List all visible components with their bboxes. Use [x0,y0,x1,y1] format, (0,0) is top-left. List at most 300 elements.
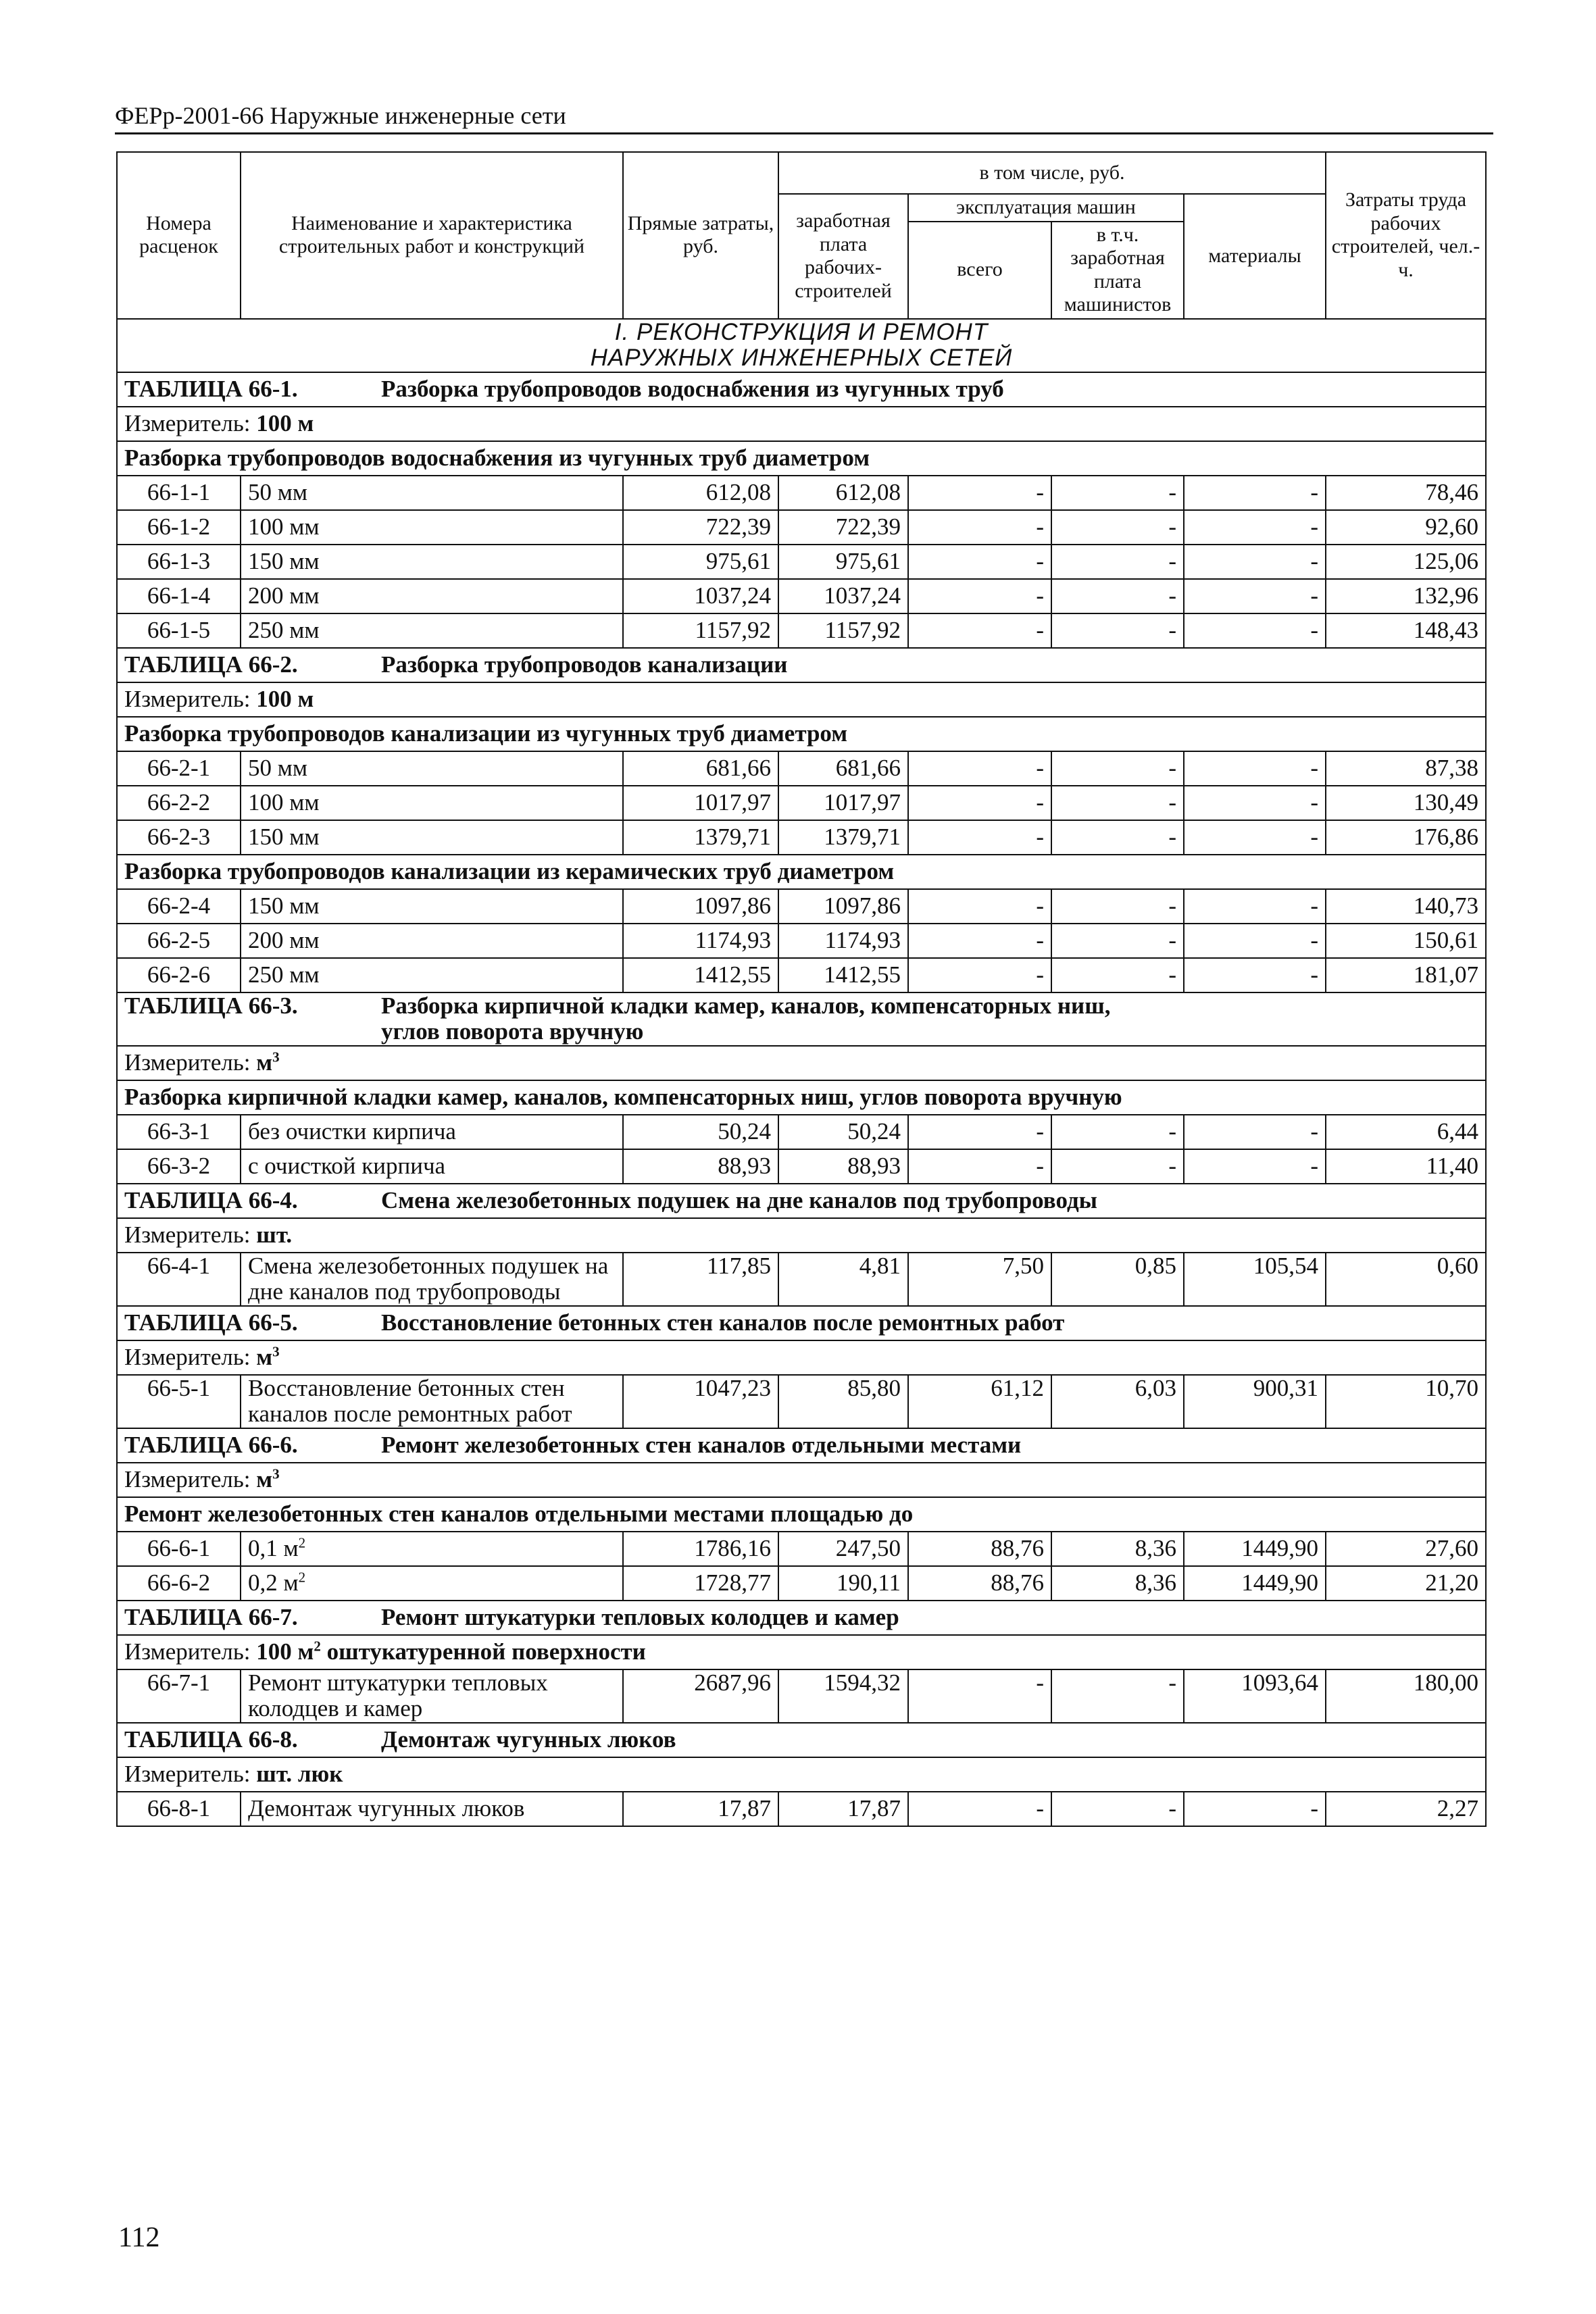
cell-machinist-wages [1051,1253,1184,1306]
work-name-value: 50 мм [248,478,308,505]
cell-wages [778,751,908,786]
table-title [117,648,1486,682]
meter-value: м [256,1465,273,1492]
direct-cost-value: 975,61 [705,547,771,574]
wages-value: 247,50 [835,1534,901,1561]
machines-total-value: - [1036,547,1044,574]
labor-value: 148,43 [1413,616,1479,643]
direct-cost-value: 612,08 [705,478,771,505]
table-meter [117,1757,1486,1792]
table-label: ТАБЛИЦА 66-7. [124,1603,298,1630]
table-meter [117,682,1486,717]
table-row [117,1566,1486,1601]
labor-value: 11,40 [1426,1152,1479,1179]
table-title [117,992,1486,1046]
labor-value: 92,60 [1425,513,1479,540]
machinist-wages-value: - [1168,754,1176,781]
col-header-direct: Прямые затраты, руб. [623,152,778,319]
cell-labor [1326,786,1486,820]
group-subtitle: Ремонт железобетонных стен каналов отдельными местами площадью до [117,1497,1486,1532]
cell-labor [1326,958,1486,992]
machinist-wages-value: - [1168,1669,1176,1696]
cell-machines-total [908,1149,1051,1184]
cell-direct-cost [623,820,778,855]
cell-machinist-wages [1051,1566,1184,1601]
direct-cost-value: 1017,97 [694,788,771,815]
table-row [117,510,1486,545]
meter-label: Измеритель: [124,1049,251,1076]
cell-wages [778,1375,908,1428]
wages-value: 1412,55 [824,961,901,988]
table-meter [117,407,1486,441]
rate-code-value: 66-6-1 [147,1534,211,1561]
table-meter [117,1340,1486,1375]
machinist-wages-value: 6,03 [1134,1374,1176,1401]
rate-code-value: 66-4-1 [147,1252,211,1279]
table-title-row [117,648,1486,682]
table-title-text: Разборка кирпичной кладки камер, каналов, компенсаторных ниш, [381,992,1111,1019]
table-row [117,613,1486,648]
wages-value: 50,24 [847,1117,901,1145]
machinist-wages-value: - [1168,892,1176,919]
direct-cost-value: 722,39 [705,513,771,540]
cell-machinist-wages [1051,510,1184,545]
cell-materials [1184,1669,1326,1723]
col-header-code: Номера расценок [117,152,241,319]
meter-label: Измеритель: [124,685,251,712]
table-meter-row [117,1340,1486,1375]
table-meter-row [117,1635,1486,1669]
cell-wages [778,613,908,648]
cell-wages [778,958,908,992]
cell-direct-cost [623,958,778,992]
cell-materials [1184,924,1326,958]
rate-code-value: 66-5-1 [147,1374,211,1401]
table-title-text: Смена железобетонных подушек на дне каналов под трубопроводы [381,1186,1097,1213]
meter-unit [256,410,314,436]
cell-machines-total [908,1669,1051,1723]
machines-total-value: - [1036,1152,1044,1179]
table-meter-row [117,682,1486,717]
machines-total-value: - [1036,582,1044,609]
col-header-machinist-wages: в т.ч. заработная плата машинистов [1051,222,1184,319]
meter-value: м [256,1049,273,1076]
cell-wages [778,1532,908,1566]
meter-unit [256,1761,343,1787]
cell-direct-cost [623,1792,778,1826]
labor-value: 2,27 [1437,1794,1479,1821]
cell-machines-total [908,579,1051,613]
cell-rate-code [117,751,241,786]
cell-labor [1326,510,1486,545]
cell-work-name [241,545,623,579]
rate-code-value: 66-2-2 [147,788,211,815]
machinist-wages-value: - [1168,478,1176,505]
labor-value: 130,49 [1413,788,1479,815]
work-name-value: 200 мм [248,582,320,609]
cell-work-name [241,751,623,786]
cell-machines-total [908,1253,1051,1306]
machines-total-value: 61,12 [991,1374,1044,1401]
table-meter-row [117,407,1486,441]
work-name-value: без очистки кирпича [248,1117,456,1145]
cell-rate-code [117,545,241,579]
cell-machinist-wages [1051,476,1184,510]
cell-labor [1326,751,1486,786]
cell-direct-cost [623,1115,778,1149]
cell-rate-code [117,510,241,545]
materials-value: 1449,90 [1241,1534,1319,1561]
work-name-value: 250 мм [248,961,320,988]
meter-value: 100 м [256,409,314,436]
rate-code-value: 66-1-4 [147,582,211,609]
table-meter [117,1635,1486,1669]
cell-labor [1326,924,1486,958]
machines-total-value: - [1036,892,1044,919]
table-title-row [117,1428,1486,1463]
cell-direct-cost [623,1149,778,1184]
cell-labor [1326,1532,1486,1566]
machines-total-value: - [1036,478,1044,505]
wages-value: 1157,92 [824,616,901,643]
machines-total-value: 88,76 [991,1534,1044,1561]
materials-value: - [1310,823,1319,850]
col-header-machines: эксплуатация машин [908,194,1184,222]
cell-machinist-wages [1051,889,1184,924]
cell-direct-cost [623,1532,778,1566]
table-title [117,1428,1486,1463]
table-row [117,1669,1486,1723]
work-name-value: 100 мм [248,788,320,815]
meter-unit [256,1638,646,1665]
labor-value: 87,38 [1425,754,1479,781]
rate-code-value: 66-1-5 [147,616,211,643]
section-title-line-1: I. РЕКОНСТРУКЦИЯ И РЕМОНТ [614,318,989,345]
table-title-row [117,992,1486,1046]
table-title [117,1184,1486,1218]
cell-work-name [241,958,623,992]
table-row [117,1375,1486,1428]
cell-machinist-wages [1051,751,1184,786]
work-name-value: 100 мм [248,513,320,540]
materials-value: - [1310,754,1319,781]
cell-work-name [241,1792,623,1826]
cell-rate-code [117,1792,241,1826]
materials-value: - [1310,788,1319,815]
cell-materials [1184,1115,1326,1149]
cell-wages [778,510,908,545]
table-title [117,1723,1486,1757]
wages-value: 612,08 [835,478,901,505]
machinist-wages-value: - [1168,788,1176,815]
machines-total-value: 88,76 [991,1569,1044,1596]
cell-wages [778,1669,908,1723]
col-header-machines-total: всего [908,222,1051,319]
direct-cost-value: 681,66 [705,754,771,781]
machines-total-value: - [1036,788,1044,815]
rate-code-value: 66-3-1 [147,1117,211,1145]
table-label: ТАБЛИЦА 66-5. [124,1309,298,1336]
work-name-value: 50 мм [248,754,308,781]
group-subtitle-row [117,1080,1486,1115]
table-title-text: Ремонт железобетонных стен каналов отдельными местами [381,1431,1022,1458]
cell-direct-cost [623,476,778,510]
work-name-value: Демонтаж чугунных люков [248,1794,525,1821]
meter-rest: оштукатуренной поверхности [320,1638,646,1665]
materials-value: - [1310,616,1319,643]
cell-labor [1326,1669,1486,1723]
cell-labor [1326,1149,1486,1184]
cell-rate-code [117,924,241,958]
cell-materials [1184,1566,1326,1601]
table-title-text: углов поворота вручную [381,1018,644,1045]
direct-cost-value: 2687,96 [694,1669,771,1696]
meter-unit [256,1344,279,1370]
table-row [117,924,1486,958]
rate-code-value: 66-2-3 [147,823,211,850]
machines-total-value: - [1036,513,1044,540]
cell-machines-total [908,1792,1051,1826]
wages-value: 85,80 [847,1374,901,1401]
rate-code-value: 66-3-2 [147,1152,211,1179]
table-title [117,1601,1486,1635]
cell-rate-code [117,1532,241,1566]
cell-machinist-wages [1051,1532,1184,1566]
cell-work-name [241,1375,623,1428]
materials-value: 105,54 [1253,1252,1319,1279]
cell-wages [778,1115,908,1149]
work-name-value: 150 мм [248,892,320,919]
cell-wages [778,545,908,579]
rate-code-value: 66-6-2 [147,1569,211,1596]
cell-machinist-wages [1051,924,1184,958]
wages-value: 1379,71 [824,823,901,850]
cell-wages [778,476,908,510]
cell-machines-total [908,545,1051,579]
work-name-value: 150 мм [248,547,320,574]
cell-rate-code [117,1115,241,1149]
materials-value: - [1310,1152,1319,1179]
labor-value: 78,46 [1425,478,1479,505]
meter-label: Измеритель: [124,1465,251,1492]
name-exponent: 2 [298,1534,306,1551]
machinist-wages-value: - [1168,961,1176,988]
meter-unit [256,686,314,712]
wages-value: 1594,32 [824,1669,901,1696]
cell-rate-code [117,613,241,648]
cell-rate-code [117,1566,241,1601]
cell-direct-cost [623,889,778,924]
meter-label: Измеритель: [124,1638,251,1665]
materials-value: 1093,64 [1241,1669,1319,1696]
labor-value: 132,96 [1413,582,1479,609]
machinist-wages-value: - [1168,582,1176,609]
work-name-value: Восстановление бетонных стен каналов после ремонтных работ [248,1374,572,1427]
machinist-wages-value: - [1168,1117,1176,1145]
col-header-incl: в том числе, руб. [778,152,1326,194]
labor-value: 140,73 [1413,892,1479,919]
cell-direct-cost [623,1669,778,1723]
cell-work-name [241,820,623,855]
work-name-value: 0,2 м [248,1569,299,1596]
cell-machinist-wages [1051,1375,1184,1428]
cell-machines-total [908,924,1051,958]
table-meter-row [117,1046,1486,1080]
cell-rate-code [117,1253,241,1306]
direct-cost-value: 1097,86 [694,892,771,919]
cell-machinist-wages [1051,545,1184,579]
labor-value: 10,70 [1425,1374,1479,1401]
rates-table [116,151,1487,1827]
cell-machines-total [908,476,1051,510]
cell-work-name [241,510,623,545]
table-row [117,958,1486,992]
meter-label: Измеритель: [124,1221,251,1248]
cell-wages [778,786,908,820]
table-label: ТАБЛИЦА 66-2. [124,651,298,678]
wages-value: 1017,97 [824,788,901,815]
cell-direct-cost [623,924,778,958]
meter-unit [256,1466,279,1492]
machinist-wages-value: - [1168,926,1176,953]
table-row [117,1792,1486,1826]
rate-code-value: 66-2-6 [147,961,211,988]
cell-materials [1184,545,1326,579]
labor-value: 21,20 [1425,1569,1479,1596]
cell-work-name [241,1149,623,1184]
group-subtitle: Разборка трубопроводов водоснабжения из чугунных труб диаметром [117,441,1486,476]
work-name-value: 0,1 м [248,1534,299,1561]
cell-rate-code [117,786,241,820]
table-row [117,1149,1486,1184]
work-name-value: Ремонт штукатурки тепловых колодцев и камер [248,1669,548,1721]
wages-value: 681,66 [835,754,901,781]
section-title-line-2: НАРУЖНЫХ ИНЖЕНЕРНЫХ СЕТЕЙ [590,345,1013,371]
group-subtitle: Разборка трубопроводов канализации из керамических труб диаметром [117,855,1486,889]
cell-direct-cost [623,1375,778,1428]
table-label: ТАБЛИЦА 66-6. [124,1431,298,1458]
cell-work-name [241,924,623,958]
cell-machines-total [908,889,1051,924]
col-header-wages: заработная плата рабочих-строителей [778,194,908,319]
machinist-wages-value: - [1168,513,1176,540]
materials-value: 1449,90 [1241,1569,1319,1596]
cell-materials [1184,889,1326,924]
direct-cost-value: 1412,55 [694,961,771,988]
cell-machines-total [908,958,1051,992]
meter-value: 100 м [256,685,314,712]
wages-value: 1174,93 [824,926,901,953]
cell-direct-cost [623,1253,778,1306]
direct-cost-value: 1047,23 [694,1374,771,1401]
cell-wages [778,1792,908,1826]
cell-labor [1326,579,1486,613]
table-title [117,1306,1486,1340]
col-header-materials: материалы [1184,194,1326,319]
cell-labor [1326,1566,1486,1601]
cell-materials [1184,820,1326,855]
machines-total-value: - [1036,1669,1044,1696]
table-meter-row [117,1218,1486,1253]
materials-value: - [1310,582,1319,609]
cell-labor [1326,545,1486,579]
work-name-value: Смена железобетонных подушек на дне каналов под трубопроводы [248,1252,609,1305]
work-name-value: 250 мм [248,616,320,643]
wages-value: 975,61 [835,547,901,574]
cell-direct-cost [623,786,778,820]
table-label: ТАБЛИЦА 66-3. [124,992,298,1019]
cell-wages [778,924,908,958]
group-subtitle: Разборка трубопроводов канализации из чугунных труб диаметром [117,717,1486,751]
table-meter [117,1463,1486,1497]
group-subtitle-row [117,441,1486,476]
materials-value: - [1310,926,1319,953]
cell-direct-cost [623,751,778,786]
cell-rate-code [117,889,241,924]
table-meter-row [117,1757,1486,1792]
meter-unit [256,1049,279,1076]
wages-value: 1037,24 [824,582,901,609]
group-subtitle-row [117,1497,1486,1532]
table-title-text: Разборка трубопроводов водоснабжения из чугунных труб [381,375,1004,402]
labor-value: 181,07 [1413,961,1479,988]
cell-materials [1184,476,1326,510]
cell-wages [778,579,908,613]
table-row [117,786,1486,820]
cell-machinist-wages [1051,820,1184,855]
wages-value: 190,11 [837,1569,901,1596]
cell-machines-total [908,1532,1051,1566]
cell-materials [1184,1792,1326,1826]
table-title-row [117,1306,1486,1340]
cell-wages [778,1149,908,1184]
direct-cost-value: 1728,77 [694,1569,771,1596]
table-title-row [117,372,1486,407]
rate-code-value: 66-8-1 [147,1794,211,1821]
machinist-wages-value: 0,85 [1134,1252,1176,1279]
table-row [117,1253,1486,1306]
cell-materials [1184,510,1326,545]
cell-wages [778,889,908,924]
machinist-wages-value: - [1168,547,1176,574]
machinist-wages-value: - [1168,616,1176,643]
cell-work-name [241,1115,623,1149]
cell-materials [1184,1375,1326,1428]
materials-value: 900,31 [1253,1374,1319,1401]
machines-total-value: - [1036,616,1044,643]
direct-cost-value: 1037,24 [694,582,771,609]
table-label: ТАБЛИЦА 66-1. [124,375,298,402]
wages-value: 17,87 [847,1794,901,1821]
meter-value: шт. [256,1221,293,1248]
table-row [117,820,1486,855]
cell-machines-total [908,1115,1051,1149]
labor-value: 125,06 [1413,547,1479,574]
meter-value: шт. люк [256,1760,343,1787]
col-header-labor: Затраты труда рабочих строителей, чел.-ч. [1326,152,1486,319]
cell-labor [1326,1253,1486,1306]
labor-value: 27,60 [1425,1534,1479,1561]
direct-cost-value: 17,87 [718,1794,771,1821]
materials-value: - [1310,513,1319,540]
cell-materials [1184,613,1326,648]
meter-exponent: 3 [272,1049,280,1065]
cell-direct-cost [623,1566,778,1601]
table-row [117,579,1486,613]
table-title-row [117,1601,1486,1635]
machines-total-value: - [1036,926,1044,953]
cell-machines-total [908,786,1051,820]
